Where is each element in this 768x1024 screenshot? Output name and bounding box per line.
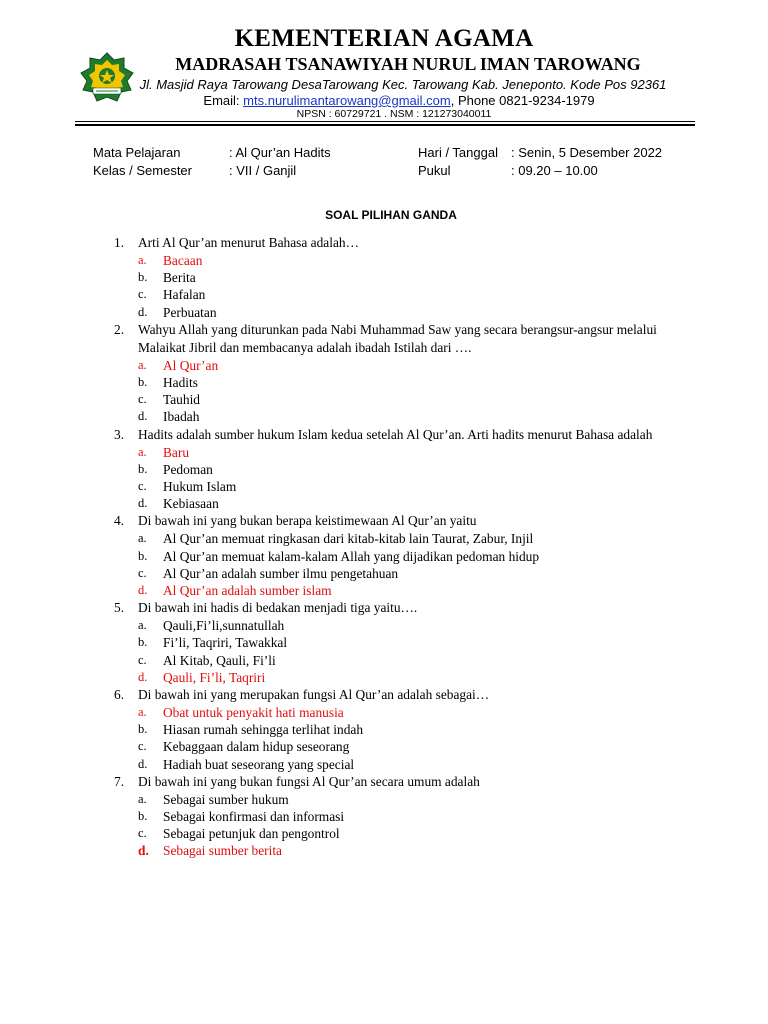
answer-option: [138, 756, 673, 773]
question-1: [113, 234, 673, 252]
header-divider-thin: [75, 121, 695, 122]
option-text: Sebagai petunjuk dan pengontrol: [163, 826, 340, 842]
answer-option: [138, 582, 673, 599]
option-text: Al Kitab, Qauli, Fi’li: [163, 652, 276, 668]
option-text: Qauli, Fi’li, Taqriri: [163, 669, 266, 685]
question-number: 3.: [114, 426, 125, 442]
option-letter: d.: [138, 304, 148, 319]
email-link[interactable]: mts.nurulimantarowang@gmail.com: [243, 93, 451, 108]
option-text: Qauli,Fi’li,sunnatullah: [163, 618, 285, 634]
option-letter: d.: [138, 669, 148, 684]
question-number: 4.: [114, 513, 125, 529]
answer-option: [138, 304, 673, 321]
question-2: [113, 321, 673, 357]
subject-value: : Al Qur’an Hadits: [229, 145, 331, 160]
exam-info-row: [93, 145, 693, 163]
option-text: Al Qur’an memuat kalam-kalam Allah yang dijadikan pedoman hidup: [163, 548, 540, 564]
phone-text: , Phone 0821-9234-1979: [450, 93, 595, 108]
answer-option: [138, 738, 673, 755]
option-text: Hafalan: [163, 287, 206, 303]
day-label: Hari / Tanggal: [418, 145, 498, 160]
option-letter: b.: [138, 635, 148, 650]
school-registration: NPSN : 60729721 . NSM : 121273040011: [296, 108, 492, 120]
answer-option: [138, 286, 673, 303]
option-letter: c.: [138, 479, 147, 494]
time-label: Pukul: [418, 163, 451, 178]
question-7: [113, 773, 673, 791]
option-letter: c.: [138, 826, 147, 841]
option-text: Hadits: [163, 375, 198, 391]
answer-option: [138, 391, 673, 408]
option-text: Sebagai konfirmasi dan informasi: [163, 809, 345, 825]
question-text: Di bawah ini yang bukan fungsi Al Qur’an secara umum adalah: [138, 773, 480, 789]
school-contact: [138, 92, 660, 109]
answer-option: [138, 478, 673, 495]
answer-option: [138, 252, 673, 269]
answer-option: [138, 652, 673, 669]
option-text: Kebaggaan dalam hidup seseorang: [163, 739, 350, 755]
option-letter: b.: [138, 809, 148, 824]
option-text: Ibadah: [163, 409, 200, 425]
question-4: [113, 512, 673, 530]
answer-option: [138, 842, 673, 859]
option-text: Hiasan rumah sehingga terlihat indah: [163, 722, 364, 738]
option-text: Hukum Islam: [163, 479, 237, 495]
option-text: Kebiasaan: [163, 496, 219, 512]
answer-option: [138, 461, 673, 478]
option-text: Berita: [163, 270, 196, 286]
question-text: Di bawah ini yang merupakan fungsi Al Qur’an adalah sebagai…: [138, 687, 490, 703]
option-text: Bacaan: [163, 253, 203, 268]
section-title: SOAL PILIHAN GANDA: [325, 208, 457, 222]
option-letter: b.: [138, 722, 148, 737]
answer-option: [138, 825, 673, 842]
answer-option: [138, 357, 673, 374]
option-text: Baru: [163, 444, 190, 460]
exam-info: [93, 145, 693, 181]
option-letter: d.: [138, 843, 149, 859]
option-letter: c.: [138, 739, 147, 754]
question-text: Arti Al Qur’an menurut Bahasa adalah…: [138, 235, 360, 250]
answer-option: [138, 669, 673, 686]
answer-option: [138, 374, 673, 391]
answer-option: [138, 808, 673, 825]
ministry-logo-icon: [76, 52, 138, 104]
option-letter: a.: [138, 705, 147, 720]
option-text: Pedoman: [163, 461, 213, 477]
question-3: [113, 426, 673, 444]
time-value: : 09.20 – 10.00: [511, 163, 598, 178]
exam-info-row: [93, 163, 693, 181]
option-letter: b.: [138, 461, 148, 476]
answer-option: [138, 408, 673, 425]
question-list: [113, 234, 673, 860]
option-letter: c.: [138, 565, 147, 580]
school-name: MADRASAH TSANAWIYAH NURUL IMAN TAROWANG: [175, 54, 641, 74]
day-value: : Senin, 5 Desember 2022: [511, 145, 663, 160]
option-letter: b.: [138, 375, 148, 390]
option-letter: c.: [138, 652, 147, 667]
question-number: 6.: [114, 687, 125, 703]
option-text: Fi’li, Taqriri, Tawakkal: [163, 635, 288, 651]
answer-option: [138, 444, 673, 461]
option-letter: d.: [138, 583, 148, 598]
answer-option: [138, 704, 673, 721]
option-text: Al Qur’an adalah sumber islam: [163, 583, 332, 599]
option-text: Al Qur’an adalah sumber ilmu pengetahuan: [163, 565, 399, 581]
option-letter: d.: [138, 756, 148, 771]
option-text: Sebagai sumber berita: [163, 843, 282, 859]
school-address: Jl. Masjid Raya Tarowang DesaTarowang Kec. Tarowang Kab. Jeneponto. Kode Pos 92361: [139, 77, 667, 92]
option-letter: a.: [138, 618, 147, 633]
option-letter: a.: [138, 357, 147, 372]
option-letter: a.: [138, 791, 147, 806]
question-text: Wahyu Allah yang diturunkan pada Nabi Muhammad Saw yang secara berangsur-angsur melalui Malaikat Jibril dan membacanya adalah ibadah Istilah dari ….: [138, 321, 657, 355]
ministry-title: KEMENTERIAN AGAMA: [234, 25, 534, 52]
option-text: Al Qur’an: [163, 357, 219, 373]
answer-option: [138, 269, 673, 286]
class-value: : VII / Ganjil: [229, 163, 297, 178]
question-number: 1.: [114, 235, 125, 250]
option-letter: a.: [138, 531, 147, 546]
question-number: 7.: [114, 773, 125, 789]
answer-option: [138, 617, 673, 634]
class-label: Kelas / Semester: [93, 163, 192, 178]
letterhead: [0, 0, 768, 125]
question-6: [113, 686, 673, 704]
question-text: Hadits adalah sumber hukum Islam kedua setelah Al Qur’an. Arti hadits menurut Bahasa adalah: [138, 426, 653, 442]
option-letter: d.: [138, 496, 148, 511]
answer-option: [138, 634, 673, 651]
answer-option: [138, 495, 673, 512]
option-text: Perbuatan: [163, 304, 217, 320]
answer-option: [138, 721, 673, 738]
answer-option: [138, 548, 673, 565]
option-letter: d.: [138, 409, 148, 424]
email-label: Email:: [203, 93, 244, 108]
option-letter: a.: [138, 253, 147, 267]
option-letter: c.: [138, 287, 147, 302]
question-text: Di bawah ini yang bukan berapa keistimewaan Al Qur’an yaitu: [138, 513, 477, 529]
header-divider-thick: [75, 124, 695, 126]
answer-option: [138, 791, 673, 808]
option-letter: b.: [138, 270, 148, 285]
question-text: Di bawah ini hadis di bedakan menjadi tiga yaitu….: [138, 600, 418, 616]
option-letter: b.: [138, 548, 148, 563]
option-letter: c.: [138, 392, 147, 407]
subject-label: Mata Pelajaran: [93, 145, 181, 160]
answer-option: [138, 565, 673, 582]
option-text: Tauhid: [163, 392, 200, 408]
option-text: Obat untuk penyakit hati manusia: [163, 705, 344, 721]
answer-option: [138, 530, 673, 547]
option-letter: a.: [138, 444, 147, 459]
option-text: Hadiah buat seseorang yang special: [163, 756, 355, 772]
option-text: Al Qur’an memuat ringkasan dari kitab-kitab lain Taurat, Zabur, Injil: [163, 531, 534, 547]
question-number: 5.: [114, 600, 125, 616]
option-text: Sebagai sumber hukum: [163, 791, 289, 807]
question-number: 2.: [114, 321, 125, 337]
question-5: [113, 599, 673, 617]
